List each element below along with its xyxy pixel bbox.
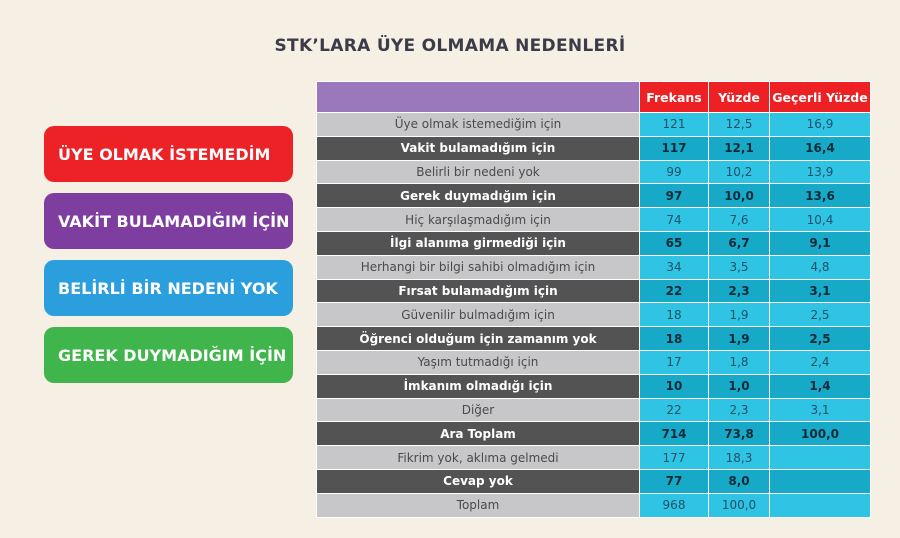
table-row	[317, 279, 871, 303]
highlight-pill: GEREK DUYMADIĞIM İÇİN	[44, 327, 293, 383]
row-label: Hiç karşılaşmadığım için	[317, 208, 640, 232]
gecerli-yuzde-cell: 4,8	[770, 255, 871, 279]
gecerli-yuzde-cell: 100,0	[770, 422, 871, 446]
table-row	[317, 374, 871, 398]
row-label: Toplam	[317, 493, 640, 517]
gecerli-yuzde-cell: 10,4	[770, 208, 871, 232]
yuzde-cell: 1,9	[709, 303, 770, 327]
row-label: Güvenilir bulmadığım için	[317, 303, 640, 327]
gecerli-yuzde-cell: 3,1	[770, 279, 871, 303]
yuzde-cell: 10,0	[709, 184, 770, 208]
yuzde-cell: 100,0	[709, 493, 770, 517]
highlight-pill: BELİRLİ BİR NEDENİ YOK	[44, 260, 293, 316]
frekans-cell: 97	[640, 184, 709, 208]
frekans-cell: 10	[640, 374, 709, 398]
frekans-cell: 177	[640, 446, 709, 470]
row-label: Gerek duymadığım için	[317, 184, 640, 208]
row-label: Üye olmak istemediğim için	[317, 113, 640, 137]
table-row	[317, 303, 871, 327]
row-label: Belirli bir nedeni yok	[317, 160, 640, 184]
row-label: Vakit bulamadığım için	[317, 136, 640, 160]
gecerli-yuzde-cell: 3,1	[770, 398, 871, 422]
row-label: Cevap yok	[317, 469, 640, 493]
table-body	[317, 113, 871, 518]
row-label: Yaşım tutmadığı için	[317, 350, 640, 374]
frekans-cell: 22	[640, 398, 709, 422]
page-title: STK’LARA ÜYE OLMAMA NEDENLERİ	[274, 36, 626, 56]
row-label: Diğer	[317, 398, 640, 422]
column-header-gecerli-yuzde: Geçerli Yüzde	[770, 82, 871, 113]
gecerli-yuzde-cell: 13,6	[770, 184, 871, 208]
column-header-yuzde: Yüzde	[709, 82, 770, 113]
gecerli-yuzde-cell: 13,9	[770, 160, 871, 184]
frekans-cell: 18	[640, 303, 709, 327]
yuzde-cell: 73,8	[709, 422, 770, 446]
table-row	[317, 255, 871, 279]
yuzde-cell: 12,5	[709, 113, 770, 137]
frekans-cell: 74	[640, 208, 709, 232]
row-label: Herhangi bir bilgi sahibi olmadığım için	[317, 255, 640, 279]
highlight-pill: VAKİT BULAMADIĞIM İÇİN	[44, 193, 293, 249]
table-row	[317, 231, 871, 255]
table-row	[317, 446, 871, 470]
yuzde-cell: 1,8	[709, 350, 770, 374]
table-row	[317, 469, 871, 493]
frekans-cell: 121	[640, 113, 709, 137]
frekans-cell: 117	[640, 136, 709, 160]
table-row	[317, 208, 871, 232]
yuzde-cell: 6,7	[709, 231, 770, 255]
frekans-cell: 77	[640, 469, 709, 493]
column-header-frekans: Frekans	[640, 82, 709, 113]
table-header-row	[317, 82, 871, 113]
table-row	[317, 160, 871, 184]
yuzde-cell: 1,0	[709, 374, 770, 398]
yuzde-cell: 2,3	[709, 398, 770, 422]
yuzde-cell: 2,3	[709, 279, 770, 303]
gecerli-yuzde-cell: 16,9	[770, 113, 871, 137]
gecerli-yuzde-cell	[770, 446, 871, 470]
frekans-cell: 968	[640, 493, 709, 517]
table-row	[317, 136, 871, 160]
row-label: Fikrim yok, aklıma gelmedi	[317, 446, 640, 470]
yuzde-cell: 7,6	[709, 208, 770, 232]
yuzde-cell: 3,5	[709, 255, 770, 279]
frekans-cell: 18	[640, 327, 709, 351]
table-row	[317, 113, 871, 137]
yuzde-cell: 12,1	[709, 136, 770, 160]
frekans-cell: 65	[640, 231, 709, 255]
table-row	[317, 350, 871, 374]
row-label: İlgi alanıma girmediği için	[317, 231, 640, 255]
gecerli-yuzde-cell: 9,1	[770, 231, 871, 255]
yuzde-cell: 18,3	[709, 446, 770, 470]
gecerli-yuzde-cell	[770, 469, 871, 493]
table-row	[317, 327, 871, 351]
row-label: İmkanım olmadığı için	[317, 374, 640, 398]
table-row	[317, 184, 871, 208]
frekans-cell: 714	[640, 422, 709, 446]
gecerli-yuzde-cell: 2,4	[770, 350, 871, 374]
gecerli-yuzde-cell: 1,4	[770, 374, 871, 398]
table-header-corner	[317, 82, 640, 113]
table-row	[317, 398, 871, 422]
gecerli-yuzde-cell: 2,5	[770, 327, 871, 351]
row-label: Ara Toplam	[317, 422, 640, 446]
frekans-cell: 99	[640, 160, 709, 184]
gecerli-yuzde-cell: 16,4	[770, 136, 871, 160]
table-row	[317, 422, 871, 446]
yuzde-cell: 8,0	[709, 469, 770, 493]
highlight-pill: ÜYE OLMAK İSTEMEDİM	[44, 126, 293, 182]
gecerli-yuzde-cell: 2,5	[770, 303, 871, 327]
yuzde-cell: 10,2	[709, 160, 770, 184]
gecerli-yuzde-cell	[770, 493, 871, 517]
row-label: Öğrenci olduğum için zamanım yok	[317, 327, 640, 351]
stats-table	[316, 81, 871, 518]
frekans-cell: 17	[640, 350, 709, 374]
table-row	[317, 493, 871, 517]
frekans-cell: 22	[640, 279, 709, 303]
frekans-cell: 34	[640, 255, 709, 279]
row-label: Fırsat bulamadığım için	[317, 279, 640, 303]
yuzde-cell: 1,9	[709, 327, 770, 351]
